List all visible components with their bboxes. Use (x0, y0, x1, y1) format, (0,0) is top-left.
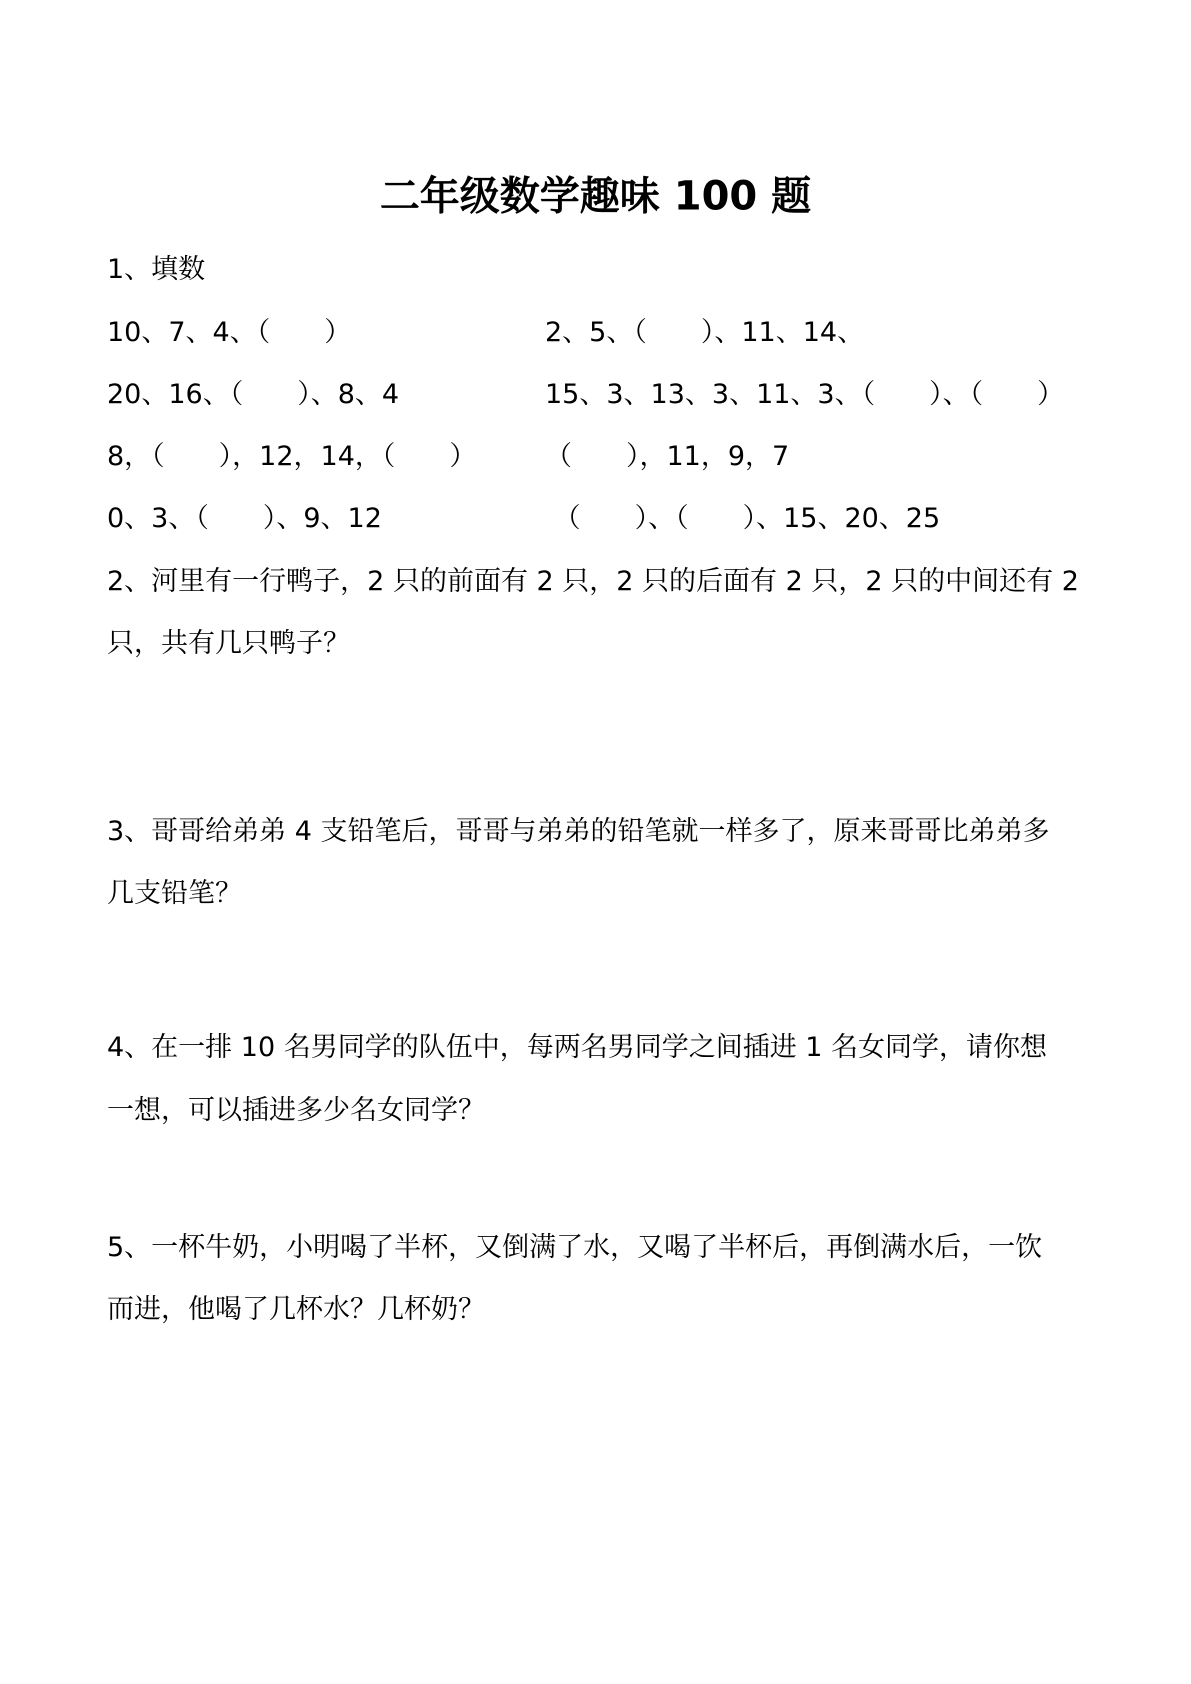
question-5-line2: 而进，他喝了几杯水？几杯奶？ (107, 1294, 485, 1325)
question-4-line2: 一想，可以插进多少名女同学？ (107, 1095, 485, 1126)
question-4-line1: 4、在一排 10 名男同学的队伍中，每两名男同学之间插进 1 名女同学，请你想 (107, 1032, 1048, 1063)
sequence-item: 10、7、4、（ ） (107, 317, 352, 348)
question-2-line1: 2、河里有一行鸭子，2 只的前面有 2 只，2 只的后面有 2 只，2 只的中间还有 2 (107, 566, 1079, 597)
sequence-item: （ ）、（ ）、15、20、25 (545, 503, 941, 534)
question-1-label: 1、填数 (107, 254, 206, 285)
sequence-item: 8，（ ），12，14，（ ） (107, 441, 477, 472)
question-5-line1: 5、一杯牛奶，小明喝了半杯，又倒满了水，又喝了半杯后，再倒满水后，一饮 (107, 1232, 1043, 1263)
question-3-line1: 3、哥哥给弟弟 4 支铅笔后，哥哥与弟弟的铅笔就一样多了，原来哥哥比弟弟多 (107, 816, 1050, 847)
page-title: 二年级数学趣味 100 题 (379, 173, 812, 220)
question-2-line2: 只，共有几只鸭子？ (107, 628, 350, 659)
question-3-line2: 几支铅笔？ (107, 878, 242, 909)
sequence-item: 2、5、（ ）、11、14、 (545, 317, 865, 348)
sequence-item: 15、3、13、3、11、3、（ ）、（ ） (545, 379, 1065, 410)
sequence-item: （ ），11，9，7 (545, 441, 790, 472)
sequence-item: 20、16、（ ）、8、4 (107, 379, 400, 410)
sequence-item: 0、3、（ ）、9、12 (107, 503, 382, 534)
